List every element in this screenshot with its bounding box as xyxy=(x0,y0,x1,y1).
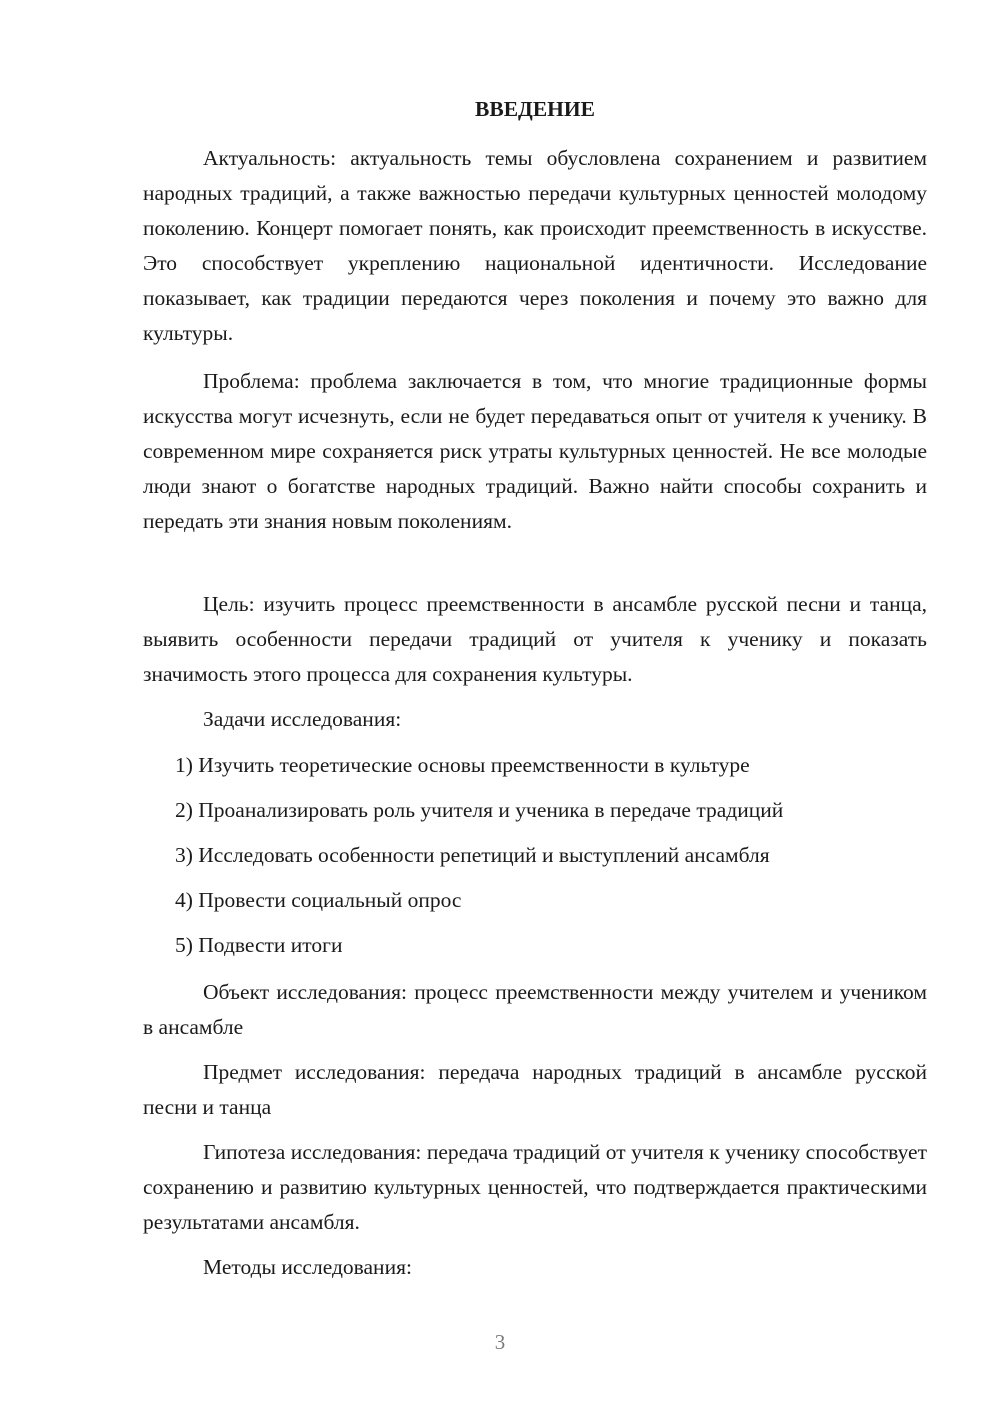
paragraph-object: Объект исследования: процесс преемственности между учителем и учеником в ансамбле xyxy=(143,980,927,1039)
tasks-title: Задачи исследования: xyxy=(203,707,402,731)
paragraph-problem: Проблема: проблема заключается в том, что многие традиционные формы искусства могут исчезнуть, если не будет передаваться опыт от учителя к ученику. В современном мире сохраняется риск утраты культурных ценностей. Не все молодые люди знают о богатстве народных традиций. Важно найти способы сохранить и передать эти знания новым поколениям. xyxy=(143,369,927,533)
task-item: 3) Исследовать особенности репетиций и выступлений ансамбля xyxy=(175,843,770,867)
page-number: 3 xyxy=(494,1330,506,1354)
paragraph-goal: Цель: изучить процесс преемственности в ансамбле русской песни и танца, выявить особенности передачи традиций от учителя к ученику и показать значимость этого процесса для сохранения культуры. xyxy=(143,592,927,686)
paragraph-hypothesis: Гипотеза исследования: передача традиций от учителя к ученику способствует сохранению и развитию культурных ценностей, что подтверждается практическими результатами ансамбля. xyxy=(143,1140,927,1234)
task-item: 1) Изучить теоретические основы преемственности в культуре xyxy=(175,753,750,777)
task-item: 2) Проанализировать роль учителя и ученика в передаче традиций xyxy=(175,798,784,822)
task-item: 5) Подвести итоги xyxy=(175,933,343,957)
methods-title: Методы исследования: xyxy=(203,1255,412,1279)
task-item: 4) Провести социальный опрос xyxy=(175,888,462,912)
paragraph-subject: Предмет исследования: передача народных традиций в ансамбле русской песни и танца xyxy=(143,1060,927,1119)
page-title: ВВЕДЕНИЕ xyxy=(475,97,595,121)
paragraph-relevance: Актуальность: актуальность темы обусловлена сохранением и развитием народных традиций, а также важностью передачи культурных ценностей молодому поколению. Концерт помогает понять, как происходит преемственность в искусстве. Это способствует укреплению национальной идентичности. Исследование показывает, как традиции передаются через поколения и почему это важно для культуры. xyxy=(143,146,927,345)
